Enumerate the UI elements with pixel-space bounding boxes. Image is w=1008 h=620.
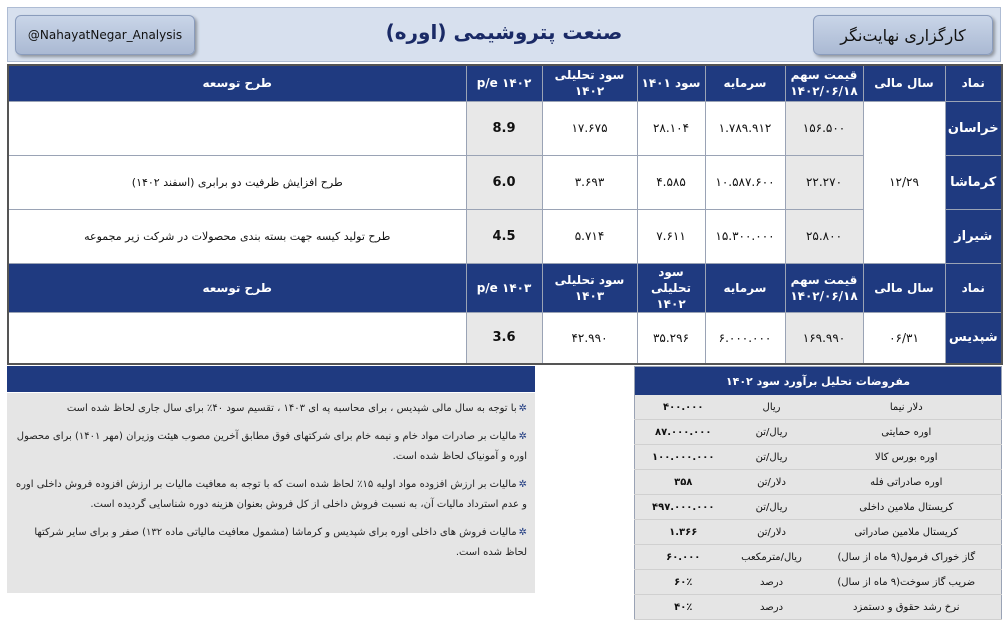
header-pe-1402: p/e ۱۴۰۲ bbox=[466, 65, 542, 101]
capital-cell: ۱۵.۳۰۰.۰۰۰ bbox=[705, 209, 785, 263]
symbol-cell: شپدیس bbox=[945, 312, 1002, 364]
notes-header-bar bbox=[7, 366, 535, 392]
page-title: صنعت پتروشیمی (اوره) bbox=[385, 20, 623, 44]
header-capital: سرمایه bbox=[705, 263, 785, 312]
assumption-value: ۴۰٪ bbox=[635, 595, 732, 620]
note-item bbox=[15, 399, 527, 419]
table-row bbox=[635, 420, 1002, 445]
profit-1402-cell: ۳۵.۲۹۶ bbox=[637, 312, 705, 364]
assumption-unit: ریال/تن bbox=[732, 495, 812, 520]
header-profit-1401: سود ۱۴۰۱ bbox=[637, 65, 705, 101]
assumption-label: کریستال ملامین صادراتی bbox=[812, 520, 1002, 545]
capital-cell: ۱.۷۸۹.۹۱۲ bbox=[705, 101, 785, 155]
profit-1402-cell: ۱۷.۶۷۵ bbox=[542, 101, 637, 155]
header-price: قیمت سهم ۱۴۰۲/۰۶/۱۸ bbox=[785, 65, 863, 101]
assumption-label: اوره صادراتی فله bbox=[812, 470, 1002, 495]
plan-cell: طرح افزایش ظرفیت دو برابری (اسفند ۱۴۰۲) bbox=[8, 155, 466, 209]
header-symbol: نماد bbox=[945, 65, 1002, 101]
table-row bbox=[8, 312, 1002, 364]
capital-cell: ۱۰.۵۸۷.۶۰۰ bbox=[705, 155, 785, 209]
note-text: مالیات فروش های داخلی اوره برای شپدیس و کرماشا (مشمول معافیت مالیاتی ماده ۱۳۲) صفر و برای سایر شرکتها لحاظ شده است. bbox=[34, 527, 527, 558]
table2-header-row bbox=[8, 263, 1002, 312]
profit-1401-cell: ۲۸.۱۰۴ bbox=[637, 101, 705, 155]
profit-1402-cell: ۳.۶۹۳ bbox=[542, 155, 637, 209]
price-cell: ۲۵.۸۰۰ bbox=[785, 209, 863, 263]
table-row bbox=[635, 445, 1002, 470]
bullet-icon: ✲ bbox=[518, 431, 527, 442]
profit-1403-cell: ۴۲.۹۹۰ bbox=[542, 312, 637, 364]
table-row bbox=[635, 470, 1002, 495]
assumption-label: دلار نیما bbox=[812, 395, 1002, 420]
table-row bbox=[635, 495, 1002, 520]
table-row bbox=[635, 395, 1002, 420]
assumption-unit: ریال/تن bbox=[732, 445, 812, 470]
plan-cell bbox=[8, 101, 466, 155]
table-row bbox=[8, 155, 1002, 209]
profit-1401-cell: ۷.۶۱۱ bbox=[637, 209, 705, 263]
header-profit-1402: سود تحلیلی ۱۴۰۲ bbox=[637, 263, 705, 312]
bullet-icon: ✲ bbox=[518, 479, 527, 490]
notes-panel bbox=[7, 393, 535, 593]
assumption-unit: دلار/تن bbox=[732, 470, 812, 495]
note-text: با توجه به سال مالی شپدیس ، برای محاسبه په ای ۱۴۰۳ ، تقسیم سود ۴۰٪ برای سال جاری لحاظ شده است bbox=[66, 403, 517, 414]
assumption-unit: ریال/تن bbox=[732, 420, 812, 445]
bullet-icon: ✲ bbox=[518, 403, 527, 414]
note-text: مالیات بر صادرات مواد خام و نیمه خام برای شرکتهای فوق مطابق آخرین مصوب هیئت وزیران (مهر ۱۴۰۱) برای محصول اوره و آمونیاک لحاظ شده است. bbox=[16, 431, 527, 462]
header-plan: طرح توسعه bbox=[8, 65, 466, 101]
profit-1401-cell: ۴.۵۸۵ bbox=[637, 155, 705, 209]
fiscal-year-cell: ۱۲/۲۹ bbox=[863, 101, 945, 263]
assumption-unit: دلار/تن bbox=[732, 520, 812, 545]
pe-cell: 6.0 bbox=[466, 155, 542, 209]
symbol-cell: خراسان bbox=[945, 101, 1002, 155]
assumption-unit: ریال bbox=[732, 395, 812, 420]
assumptions-table bbox=[634, 366, 1002, 620]
assumptions-header-row bbox=[635, 367, 1002, 396]
plan-cell: طرح تولید کیسه جهت بسته بندی محصولات در شرکت زیر مجموعه bbox=[8, 209, 466, 263]
assumption-value: ۶۰.۰۰۰ bbox=[635, 545, 732, 570]
table1-header-row bbox=[8, 65, 1002, 101]
assumption-value: ۴۹۷.۰۰۰.۰۰۰ bbox=[635, 495, 732, 520]
header-plan: طرح توسعه bbox=[8, 263, 466, 312]
note-text: مالیات بر ارزش افزوده مواد اولیه ۱۵٪ لحاظ شده است که با توجه به معافیت مالیات بر ارزش افزوده فروش داخلی اوره و عدم استرداد مالیات آن، به نسبت فروش داخلی از کل فروش بعنوان هزینه دوره شناسایی گردیده است. bbox=[15, 479, 527, 510]
header-pe-1403: p/e ۱۴۰۳ bbox=[466, 263, 542, 312]
assumption-label: کریستال ملامین داخلی bbox=[812, 495, 1002, 520]
header-fiscal-year: سال مالی bbox=[863, 65, 945, 101]
pe-cell: 8.9 bbox=[466, 101, 542, 155]
channel-handle: @NahayatNegar_Analysis bbox=[15, 15, 195, 55]
companies-table bbox=[7, 64, 1003, 365]
header-symbol: نماد bbox=[945, 263, 1002, 312]
pe-cell: 3.6 bbox=[466, 312, 542, 364]
plan-cell bbox=[8, 312, 466, 364]
assumption-label: ضریب گاز سوخت(۹ ماه از سال) bbox=[812, 570, 1002, 595]
table-row bbox=[635, 545, 1002, 570]
assumption-value: ۳۵۸ bbox=[635, 470, 732, 495]
assumption-value: ۱۰۰.۰۰۰.۰۰۰ bbox=[635, 445, 732, 470]
table-row bbox=[635, 570, 1002, 595]
assumption-value: ۸۷.۰۰۰.۰۰۰ bbox=[635, 420, 732, 445]
assumption-label: نرخ رشد حقوق و دستمزد bbox=[812, 595, 1002, 620]
fiscal-year-cell: ۰۶/۳۱ bbox=[863, 312, 945, 364]
header-fiscal-year: سال مالی bbox=[863, 263, 945, 312]
note-item bbox=[15, 523, 527, 563]
table-row bbox=[635, 520, 1002, 545]
assumption-label: اوره حمایتی bbox=[812, 420, 1002, 445]
header-profit-1402: سود تحلیلی ۱۴۰۲ bbox=[542, 65, 637, 101]
profit-1402-cell: ۵.۷۱۴ bbox=[542, 209, 637, 263]
assumption-value: ۴۰۰.۰۰۰ bbox=[635, 395, 732, 420]
price-cell: ۱۶۹.۹۹۰ bbox=[785, 312, 863, 364]
assumption-unit: درصد bbox=[732, 570, 812, 595]
assumptions-title: مفروضات تحلیل برآورد سود ۱۴۰۲ bbox=[635, 367, 1002, 396]
header-profit-1403: سود تحلیلی ۱۴۰۳ bbox=[542, 263, 637, 312]
page-header bbox=[7, 7, 1001, 62]
price-cell: ۲۲.۲۷۰ bbox=[785, 155, 863, 209]
note-item bbox=[15, 427, 527, 467]
symbol-cell: شیراز bbox=[945, 209, 1002, 263]
pe-cell: 4.5 bbox=[466, 209, 542, 263]
assumption-value: ۶۰٪ bbox=[635, 570, 732, 595]
header-capital: سرمایه bbox=[705, 65, 785, 101]
assumption-unit: درصد bbox=[732, 595, 812, 620]
table-row bbox=[8, 209, 1002, 263]
note-item bbox=[15, 475, 527, 515]
assumption-label: اوره بورس کالا bbox=[812, 445, 1002, 470]
price-cell: ۱۵۶.۵۰۰ bbox=[785, 101, 863, 155]
bullet-icon: ✲ bbox=[518, 527, 527, 538]
brand-name: کارگزاری نهایت‌نگر bbox=[813, 15, 993, 55]
header-price: قیمت سهم ۱۴۰۲/۰۶/۱۸ bbox=[785, 263, 863, 312]
assumption-label: گاز خوراک فرمول(۹ ماه از سال) bbox=[812, 545, 1002, 570]
assumption-unit: ریال/مترمکعب bbox=[732, 545, 812, 570]
capital-cell: ۶.۰۰۰.۰۰۰ bbox=[705, 312, 785, 364]
symbol-cell: کرماشا bbox=[945, 155, 1002, 209]
table-row bbox=[635, 595, 1002, 620]
table-row bbox=[8, 101, 1002, 155]
assumption-value: ۱.۳۶۶ bbox=[635, 520, 732, 545]
